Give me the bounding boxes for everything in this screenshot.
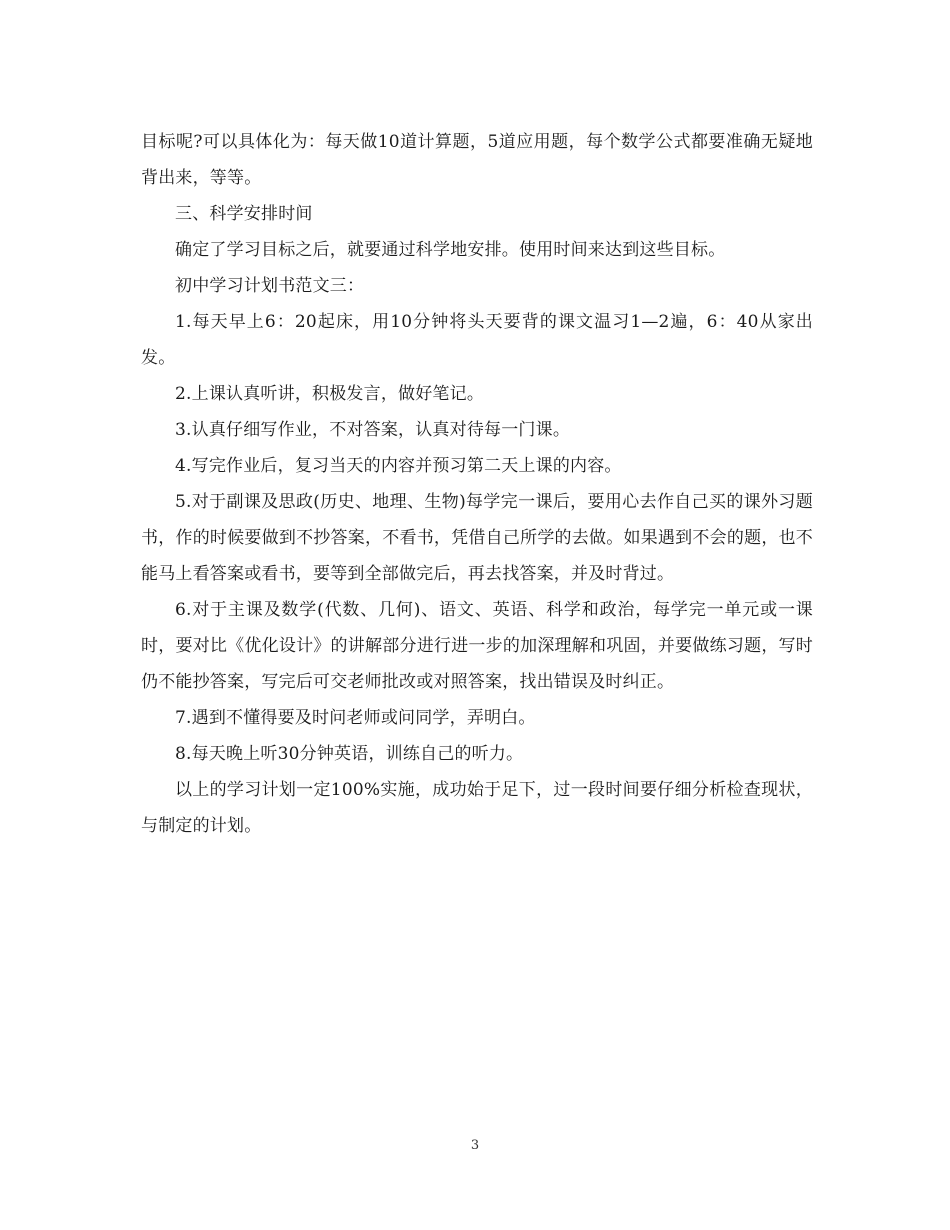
paragraph-2: 确定了学习目标之后，就要通过科学地安排。使用时间来达到这些目标。 xyxy=(175,240,726,260)
paragraph-1: 目标呢?可以具体化为：每天做10道计算题，5道应用题，每个数学公式都要准确无疑地背出来，等等。 xyxy=(141,132,813,188)
list-item-3: 3.认真仔细写作业，不对答案，认真对待每一门课。 xyxy=(175,420,571,440)
list-item-4: 4.写完作业后，复习当天的内容并预习第二天上课的内容。 xyxy=(175,456,622,476)
list-item-6: 6.对于主课及数学(代数、几何)、语文、英语、科学和政治，每学完一单元或一课时，要对比《优化设计》的讲解部分进行进一步的加深理解和巩固，并要做练习题，写时仍不能抄答案，写完后可交老师批改或对照答案，找出错误及时纠正。 xyxy=(141,600,813,692)
page-number: 3 xyxy=(470,1138,480,1153)
sample-title: 初中学习计划书范文三： xyxy=(175,276,365,296)
list-item-7: 7.遇到不懂得要及时问老师或问同学，弄明白。 xyxy=(175,708,536,728)
section-heading: 三、科学安排时间 xyxy=(175,204,313,224)
document-body xyxy=(141,124,813,844)
list-item-1: 1.每天早上6：20起床，用10分钟将头天要背的课文温习1—2遍，6：40从家出发。 xyxy=(141,312,813,368)
closing-paragraph: 以上的学习计划一定100%实施，成功始于足下，过一段时间要仔细分析检查现状，与制定的计划。 xyxy=(141,780,813,836)
list-item-8: 8.每天晚上听30分钟英语，训练自己的听力。 xyxy=(175,744,524,764)
list-item-5: 5.对于副课及思政(历史、地理、生物)每学完一课后，要用心去作自己买的课外习题书，作的时候要做到不抄答案，不看书，凭借自己所学的去做。如果遇到不会的题，也不能马上看答案或看书，要等到全部做完后，再去找答案，并及时背过。 xyxy=(141,492,813,584)
list-item-2: 2.上课认真听讲，积极发言，做好笔记。 xyxy=(175,384,485,404)
